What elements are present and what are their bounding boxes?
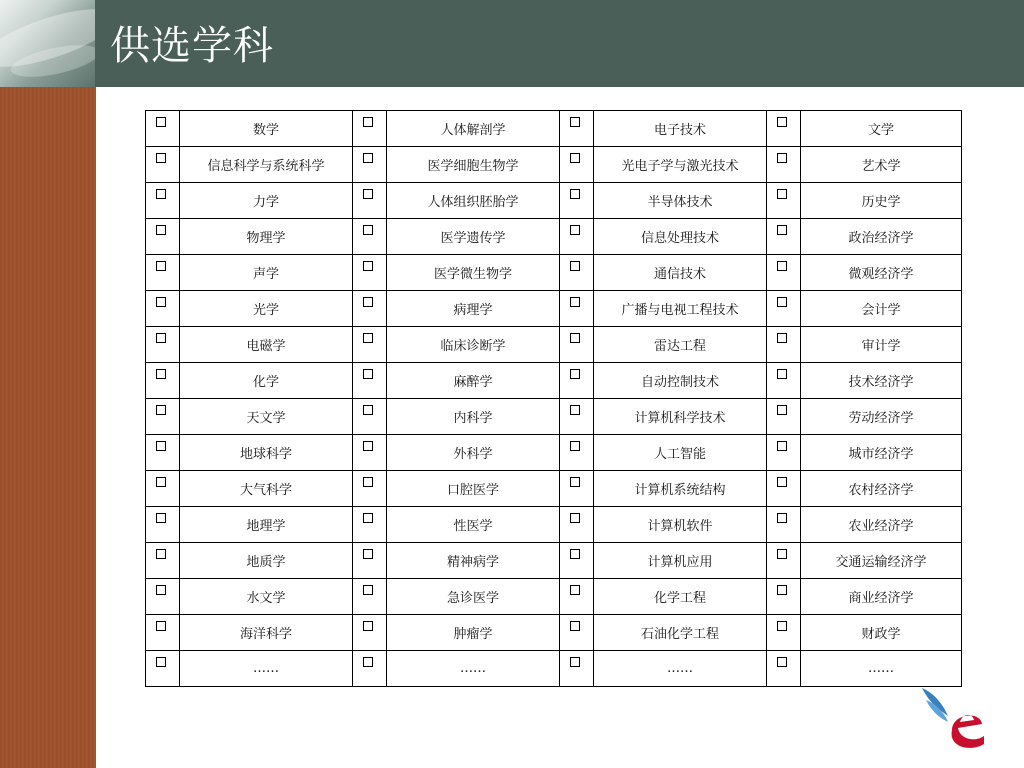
checkbox-cell[interactable] [353,255,387,291]
checkbox-icon[interactable] [777,477,787,487]
checkbox-icon[interactable] [363,369,373,379]
checkbox-icon[interactable] [570,261,580,271]
checkbox-cell[interactable] [353,291,387,327]
checkbox-icon[interactable] [363,333,373,343]
table-row [146,147,962,183]
subject-name: 财政学 [801,615,962,651]
subject-name: 地理学 [180,507,353,543]
checkbox-cell[interactable] [353,111,387,147]
sidebar-decoration [0,87,96,768]
checkbox-cell[interactable] [560,579,594,615]
subject-name: 电子技术 [594,111,767,147]
subject-name: 计算机系统结构 [594,471,767,507]
subject-name: 电磁学 [180,327,353,363]
checkbox-icon[interactable] [570,657,580,667]
checkbox-icon[interactable] [777,405,787,415]
checkbox-icon[interactable] [570,513,580,523]
subject-name: 地质学 [180,543,353,579]
checkbox-icon[interactable] [777,261,787,271]
subject-name: 政治经济学 [801,219,962,255]
checkbox-cell[interactable] [146,147,180,183]
subject-name: 化学工程 [594,579,767,615]
checkbox-cell[interactable] [767,183,801,219]
subject-name: 雷达工程 [594,327,767,363]
subject-name: 自动控制技术 [594,363,767,399]
checkbox-icon[interactable] [570,477,580,487]
subject-name: 审计学 [801,327,962,363]
table-row [146,471,962,507]
subject-name: 地球科学 [180,435,353,471]
table-row [146,255,962,291]
checkbox-icon[interactable] [777,369,787,379]
checkbox-cell[interactable] [767,579,801,615]
checkbox-cell[interactable] [560,615,594,651]
checkbox-icon[interactable] [156,333,166,343]
checkbox-icon[interactable] [570,225,580,235]
checkbox-icon[interactable] [570,549,580,559]
checkbox-cell[interactable] [767,543,801,579]
checkbox-icon[interactable] [156,585,166,595]
checkbox-icon[interactable] [156,297,166,307]
checkbox-cell[interactable] [353,219,387,255]
checkbox-cell[interactable] [353,147,387,183]
checkbox-icon[interactable] [363,441,373,451]
checkbox-cell[interactable] [353,399,387,435]
checkbox-icon[interactable] [156,621,166,631]
checkbox-cell[interactable] [353,543,387,579]
checkbox-icon[interactable] [156,513,166,523]
checkbox-icon[interactable] [777,117,787,127]
checkbox-cell[interactable] [767,507,801,543]
logo-icon [918,680,990,752]
subject-name: 商业经济学 [801,579,962,615]
checkbox-cell[interactable] [560,291,594,327]
table-row [146,183,962,219]
subject-name: 性医学 [387,507,560,543]
subject-name: 力学 [180,183,353,219]
checkbox-icon[interactable] [363,189,373,199]
table-row [146,219,962,255]
checkbox-icon[interactable] [156,657,166,667]
header-bar [0,0,1024,87]
table-row [146,579,962,615]
checkbox-cell[interactable] [146,255,180,291]
checkbox-cell[interactable] [560,255,594,291]
checkbox-cell[interactable] [560,327,594,363]
subject-name: 历史学 [801,183,962,219]
subject-name: 肿瘤学 [387,615,560,651]
checkbox-icon[interactable] [777,225,787,235]
subject-name: 劳动经济学 [801,399,962,435]
checkbox-cell[interactable] [146,219,180,255]
table-row [146,399,962,435]
checkbox-cell[interactable] [767,219,801,255]
subject-name: 内科学 [387,399,560,435]
checkbox-cell[interactable] [146,615,180,651]
checkbox-icon[interactable] [363,621,373,631]
subject-name: 声学 [180,255,353,291]
table-row [146,615,962,651]
checkbox-cell[interactable] [146,471,180,507]
checkbox-icon[interactable] [777,297,787,307]
subject-name: 海洋科学 [180,615,353,651]
checkbox-icon[interactable] [570,369,580,379]
subject-name: 计算机科学技术 [594,399,767,435]
checkbox-icon[interactable] [363,297,373,307]
checkbox-cell[interactable] [767,615,801,651]
checkbox-icon[interactable] [363,405,373,415]
subject-name: 物理学 [180,219,353,255]
subject-name: 信息处理技术 [594,219,767,255]
checkbox-cell[interactable] [146,183,180,219]
checkbox-icon[interactable] [777,153,787,163]
checkbox-icon[interactable] [363,585,373,595]
checkbox-icon[interactable] [156,405,166,415]
subject-name: 水文学 [180,579,353,615]
subject-name: 医学细胞生物学 [387,147,560,183]
table-row [146,543,962,579]
checkbox-cell[interactable] [353,651,387,687]
checkbox-cell[interactable] [767,363,801,399]
checkbox-icon[interactable] [570,621,580,631]
checkbox-icon[interactable] [363,513,373,523]
checkbox-cell[interactable] [560,219,594,255]
subject-name: 微观经济学 [801,255,962,291]
checkbox-cell[interactable] [353,615,387,651]
checkbox-cell[interactable] [353,183,387,219]
subject-table [145,110,962,687]
table-row [146,291,962,327]
checkbox-icon[interactable] [777,189,787,199]
checkbox-cell[interactable] [767,471,801,507]
subject-name: 人体解剖学 [387,111,560,147]
checkbox-cell[interactable] [560,507,594,543]
subject-name: 人工智能 [594,435,767,471]
checkbox-icon[interactable] [156,549,166,559]
checkbox-icon[interactable] [777,585,787,595]
checkbox-cell[interactable] [560,471,594,507]
subject-name: 精神病学 [387,543,560,579]
checkbox-icon[interactable] [570,405,580,415]
checkbox-cell[interactable] [146,399,180,435]
subject-name: 计算机应用 [594,543,767,579]
checkbox-cell[interactable] [767,651,801,687]
checkbox-cell[interactable] [560,435,594,471]
subject-name: 通信技术 [594,255,767,291]
checkbox-icon[interactable] [570,297,580,307]
page-title: 供选学科 [110,23,274,69]
checkbox-icon[interactable] [570,153,580,163]
checkbox-icon[interactable] [777,441,787,451]
subject-name: 光电子学与激光技术 [594,147,767,183]
checkbox-cell[interactable] [560,147,594,183]
subject-name: 光学 [180,291,353,327]
subject-name: 麻醉学 [387,363,560,399]
subject-name: 农业经济学 [801,507,962,543]
subject-name: 外科学 [387,435,560,471]
checkbox-cell[interactable] [146,327,180,363]
checkbox-cell[interactable] [767,147,801,183]
checkbox-icon[interactable] [777,513,787,523]
checkbox-icon[interactable] [363,117,373,127]
checkbox-cell[interactable] [353,435,387,471]
subject-name: 化学 [180,363,353,399]
checkbox-cell[interactable] [146,507,180,543]
checkbox-icon[interactable] [363,153,373,163]
checkbox-cell[interactable] [146,435,180,471]
checkbox-icon[interactable] [156,153,166,163]
subject-name: 技术经济学 [801,363,962,399]
checkbox-icon[interactable] [156,477,166,487]
subject-name: 大气科学 [180,471,353,507]
subject-name: 城市经济学 [801,435,962,471]
checkbox-icon[interactable] [570,189,580,199]
table-row [146,651,962,687]
subject-name: 广播与电视工程技术 [594,291,767,327]
checkbox-icon[interactable] [363,261,373,271]
checkbox-cell[interactable] [560,651,594,687]
checkbox-cell[interactable] [767,435,801,471]
subject-name: 艺术学 [801,147,962,183]
checkbox-icon[interactable] [570,117,580,127]
checkbox-cell[interactable] [146,579,180,615]
checkbox-icon[interactable] [156,441,166,451]
checkbox-cell[interactable] [353,579,387,615]
checkbox-icon[interactable] [363,549,373,559]
checkbox-cell[interactable] [146,651,180,687]
subject-name: …… [801,651,962,687]
subject-name: 交通运输经济学 [801,543,962,579]
subject-name: 会计学 [801,291,962,327]
checkbox-cell[interactable] [560,399,594,435]
subject-name: 急诊医学 [387,579,560,615]
header-photo [0,0,95,87]
checkbox-cell[interactable] [146,111,180,147]
checkbox-cell[interactable] [353,507,387,543]
table-row [146,435,962,471]
subject-name: 计算机软件 [594,507,767,543]
subject-name: 医学遗传学 [387,219,560,255]
checkbox-cell[interactable] [353,363,387,399]
table-row [146,327,962,363]
subject-name: 临床诊断学 [387,327,560,363]
checkbox-icon[interactable] [156,117,166,127]
subject-name: 文学 [801,111,962,147]
checkbox-cell[interactable] [767,399,801,435]
subject-name: 医学微生物学 [387,255,560,291]
checkbox-cell[interactable] [767,291,801,327]
checkbox-cell[interactable] [767,111,801,147]
subject-name: 数学 [180,111,353,147]
checkbox-cell[interactable] [146,543,180,579]
checkbox-cell[interactable] [353,327,387,363]
table-row [146,507,962,543]
checkbox-icon[interactable] [570,333,580,343]
table-row [146,111,962,147]
subject-name: 半导体技术 [594,183,767,219]
checkbox-icon[interactable] [156,261,166,271]
checkbox-cell[interactable] [146,363,180,399]
checkbox-icon[interactable] [570,441,580,451]
logo-e [952,715,984,748]
checkbox-cell[interactable] [767,327,801,363]
subject-name: 信息科学与系统科学 [180,147,353,183]
subject-name: 人体组织胚胎学 [387,183,560,219]
checkbox-icon[interactable] [363,225,373,235]
checkbox-icon[interactable] [156,189,166,199]
checkbox-icon[interactable] [156,225,166,235]
subject-name: …… [180,651,353,687]
checkbox-icon[interactable] [363,657,373,667]
subject-name: …… [594,651,767,687]
checkbox-icon[interactable] [570,585,580,595]
checkbox-icon[interactable] [777,657,787,667]
subject-name: 口腔医学 [387,471,560,507]
checkbox-icon[interactable] [777,549,787,559]
checkbox-icon[interactable] [777,333,787,343]
subject-name: …… [387,651,560,687]
checkbox-cell[interactable] [353,471,387,507]
subject-name: 农村经济学 [801,471,962,507]
checkbox-cell[interactable] [560,183,594,219]
subject-name: 病理学 [387,291,560,327]
checkbox-cell[interactable] [146,291,180,327]
checkbox-cell[interactable] [767,255,801,291]
table-row [146,363,962,399]
checkbox-cell[interactable] [560,111,594,147]
checkbox-cell[interactable] [560,543,594,579]
checkbox-icon[interactable] [777,621,787,631]
checkbox-cell[interactable] [560,363,594,399]
checkbox-icon[interactable] [156,369,166,379]
subject-name: 石油化学工程 [594,615,767,651]
subject-name: 天文学 [180,399,353,435]
checkbox-icon[interactable] [363,477,373,487]
